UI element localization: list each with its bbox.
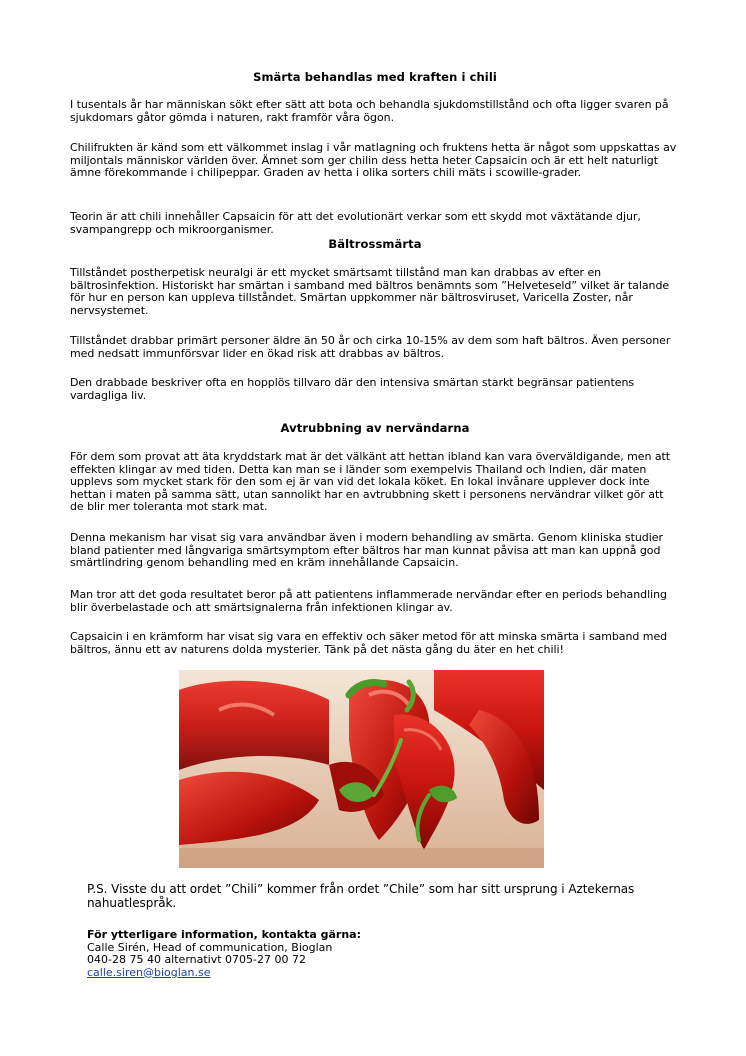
contact-name: Calle Sirén, Head of communication, Bioglan — [87, 940, 333, 954]
section2-paragraph-1: För dem som provat att äta kryddstark mat är det välkänt att hettan ibland kan vara överväldigande, men att effekten klingar av med tiden. Detta kan man se i länder som exempelvis Thailand och Indien, där maten upplevs som mycket stark för den som ej är van vid det lokala köket. En lokal invånare upplever dock inte hettan i maten på samma sätt, utan sannolikt har en avtrubbning skett i personens nervändrar vilket gör att de blir mer toleranta mot stark mat. — [70, 450, 671, 513]
section-heading-baltrossmarta: Bältrossmärta — [328, 237, 422, 251]
article-title: Smärta behandlas med kraften i chili — [253, 70, 497, 84]
contact-label: För ytterligare information, kontakta gärna: — [87, 928, 361, 941]
contact-phone: 040-28 75 40 alternativt 0705-27 00 72 — [87, 953, 307, 966]
section2-paragraph-4: Capsaicin i en krämform har visat sig vara en effektiv och säker metod för att minska smärta i samband med bältros, ännu ett av naturens dolda mysterier. Tänk på det nästa gång du äter en het chili! — [70, 630, 668, 656]
contact-block — [87, 929, 361, 979]
intro-paragraph-3: Teorin är att chili innehåller Capsaicin för att det evolutionärt verkar som ett skydd mot växtätande djur, svampangrepp och mikroorganismer. — [70, 210, 641, 236]
section2-paragraph-2: Denna mekanism har visat sig vara användbar även i modern behandling av smärta. Genom kliniska studier bland patienter med långvariga smärtsymptom efter bältros har man kunnat påvisa att man kan uppnå god smärtlindring genom behandling med en kräm innehållande Capsaicin. — [70, 531, 663, 569]
section1-paragraph-1: Tillståndet postherpetisk neuralgi är ett mycket smärtsamt tillstånd man kan drabbas av efter en bältrosinfektion. Historiskt har smärtan i samband med bältros benämnts som ”Helveteseld” vilket är talande för hur en person kan uppleva tillståndet. Smärtan uppkommer när bältrosviruset, Varicella Zoster, når nervsystemet. — [70, 266, 670, 317]
section1-paragraph-2: Tillståndet drabbar primärt personer äldre än 50 år och cirka 10-15% av dem som haft bältros. Även personer med nedsatt immunförsvar lider en ökad risk att drabbas av bältros. — [70, 334, 671, 360]
chili-peppers-photo — [179, 670, 544, 868]
section-heading-avtrubbning: Avtrubbning av nervändarna — [280, 421, 470, 435]
section2-paragraph-3: Man tror att det goda resultatet beror på att patientens inflammerade nervändar efter en periods behandling blir överbelastade och att smärtsignalerna från infektionen klingar av. — [70, 588, 667, 614]
postscript: P.S. Visste du att ordet ”Chili” kommer från ordet ”Chile” som har sitt ursprung i Aztekernas nahuatlespråk. — [87, 882, 635, 910]
contact-email-link[interactable]: calle.siren@bioglan.se — [87, 965, 211, 979]
intro-paragraph-2: Chilifrukten är känd som ett välkommet inslag i vår matlagning och fruktens hetta är något som uppskattas av miljontals människor världen över. Ämnet som ger chilin dess hetta heter Capsaicin och är ett helt naturligt ämne förekommande i chilipeppar. Graden av hetta i olika sorters chili mäts i scowille-grader. — [70, 141, 677, 179]
section1-paragraph-3: Den drabbade beskriver ofta en hopplös tillvaro där den intensiva smärtan starkt begränsar patientens vardagliga liv. — [70, 376, 635, 402]
intro-paragraph-1: I tusentals år har människan sökt efter sätt att bota och behandla sjukdomstillstånd och ofta ligger svaren på sjukdomars gåtor gömda i naturen, rakt framför våra ögon. — [70, 98, 669, 124]
